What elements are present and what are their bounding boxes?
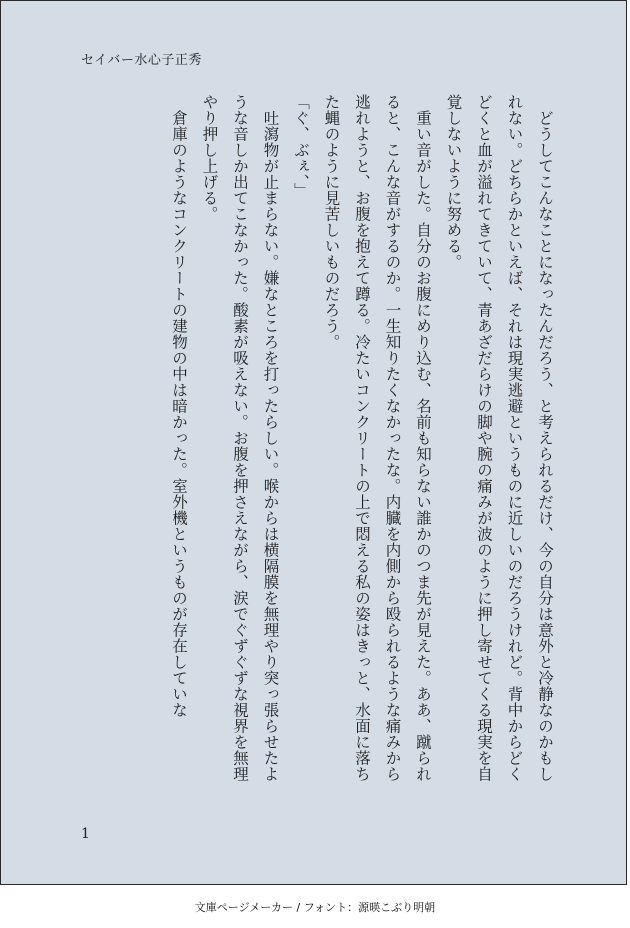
dialogue-line: 「ぐ、ぶぇ、」 <box>292 94 310 199</box>
story-body <box>164 94 561 794</box>
paragraph: 吐瀉物が止まらない。嫌なところを打ったらしい。喉からは横隔膜を無理やり突っ張らせたような音しか出てこなかった。酸素が吸えない。お腹を押さえながら、涙でぐずぐずな視界を無理やり押し上げる。 <box>200 94 280 782</box>
paragraph: どうしてこんなことになったんだろう、と考えられるだけ、今の自分は意外と冷静なのかもしれない。どちらかといえば、それは現実逃避というものに近しいのだろうけれど。背中からどくどくと血が溢れてきていて、青あざだらけの脚や腕の痛みが波のように押し寄せてくる現実を自覚しないように努める。 <box>444 94 554 782</box>
paragraph: 倉庫のようなコンクリートの建物の中は暗かった。室外機というものが存在していな <box>170 109 188 718</box>
page-number: 1 <box>81 826 90 842</box>
footer-credit: 文庫ページメーカー / フォント：源暎こぶり明朝 <box>194 901 436 914</box>
paragraph: 重い音がした。自分のお腹にめり込む、名前も知らない誰かのつま先が見えた。ああ、蹴られると、こんな音がするのか。一生知りたくなかったな。内臓を内側から殴られるような痛みから逃れようと、お腹を抱えて蹲る。冷たいコンクリートの上で悶える私の姿はきっと、水面に落ちた蝿のように見苦しいものだろう。 <box>322 94 432 782</box>
story-title: セイバー水心子正秀 <box>81 53 202 68</box>
